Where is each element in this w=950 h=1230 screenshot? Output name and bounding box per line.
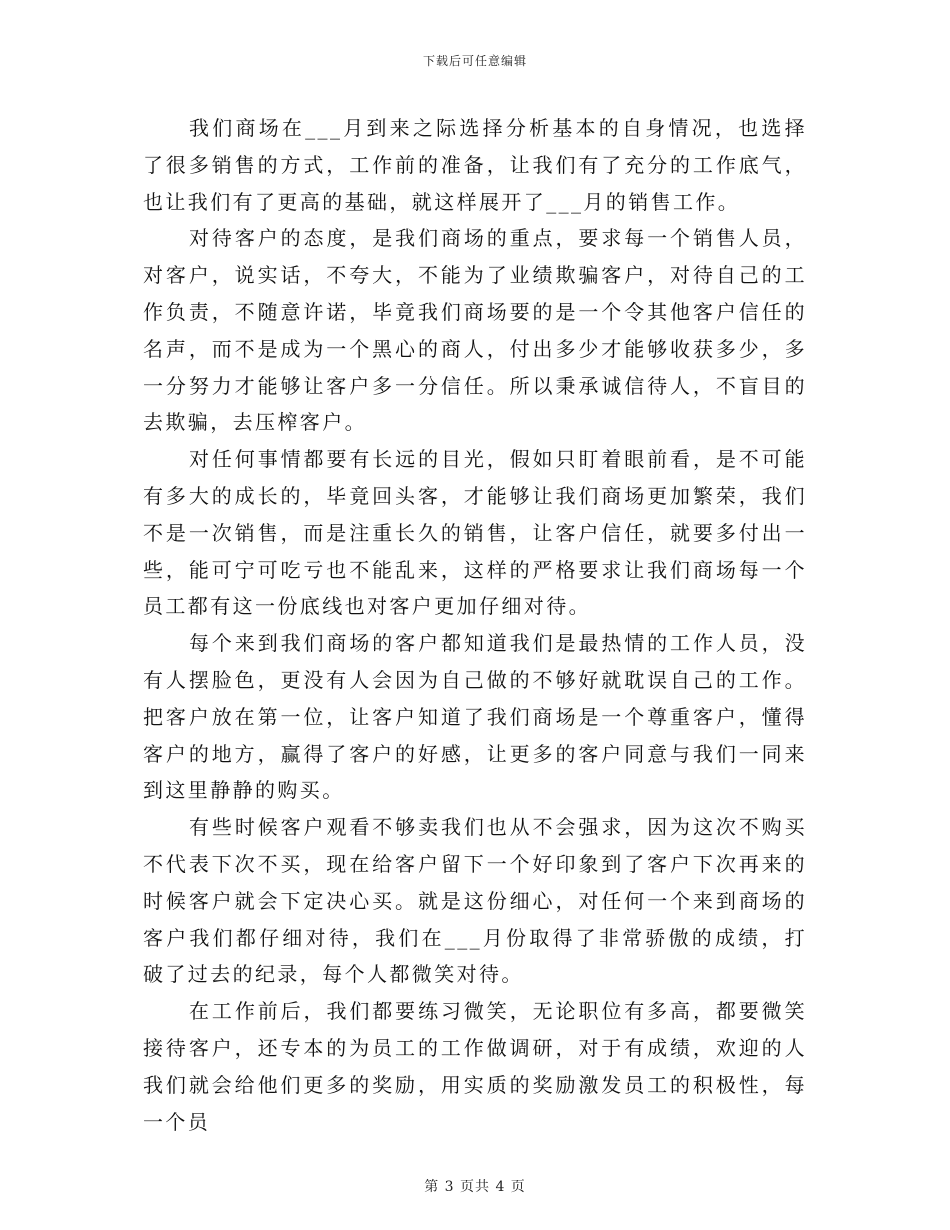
paragraph: 有些时候客户观看不够卖我们也从不会强求，因为这次不购买不代表下次不买，现在给客户留下一个好印象到了客户下次再来的时候客户就会下定决心买。就是这份细心，对任何一个来到商场的客户我们都仔细对待，我们在___月份取得了非常骄傲的成绩，打破了过去的纪录，每个人都微笑对待。	[143, 815, 807, 987]
paragraph: 在工作前后，我们都要练习微笑，无论职位有多高，都要微笑接待客户，还专本的为员工的工作做调研，对于有成绩，欢迎的人我们就会给他们更多的奖励，用实质的奖励激发员工的积极性，每一个员	[143, 999, 807, 1134]
page-header: 下载后可任意编辑	[422, 54, 527, 68]
paragraph: 每个来到我们商场的客户都知道我们是最热情的工作人员，没有人摆脸色，更没有人会因为自己做的不够好就耽误自己的工作。把客户放在第一位，让客户知道了我们商场是一个尊重客户，懂得客户的地方，赢得了客户的好感，让更多的客户同意与我们一同来到这里静静的购买。	[143, 631, 807, 803]
page-number-footer: 第 3 页共 4 页	[424, 1179, 526, 1195]
paragraph: 对待客户的态度，是我们商场的重点，要求每一个销售人员，对客户，说实话，不夸大，不能为了业绩欺骗客户，对待自己的工作负责，不随意许诺，毕竟我们商场要的是一个令其他客户信任的名声，而不是成为一个黑心的商人，付出多少才能够收获多少，多一分努力才能够让客户多一分信任。所以秉承诚信待人，不盲目的去欺骗，去压榨客户。	[143, 226, 807, 435]
paragraph: 对任何事情都要有长远的目光，假如只盯着眼前看，是不可能有多大的成长的，毕竟回头客，才能够让我们商场更加繁荣，我们不是一次销售，而是注重长久的销售，让客户信任，就要多付出一些，能可宁可吃亏也不能乱来，这样的严格要求让我们商场每一个员工都有这一份底线也对客户更加仔细对待。	[143, 447, 807, 619]
paragraph: 我们商场在___月到来之际选择分析基本的自身情况，也选择了很多销售的方式，工作前的准备，让我们有了充分的工作底气，也让我们有了更高的基础，就这样展开了___月的销售工作。	[143, 116, 807, 214]
document-body	[143, 110, 807, 1140]
